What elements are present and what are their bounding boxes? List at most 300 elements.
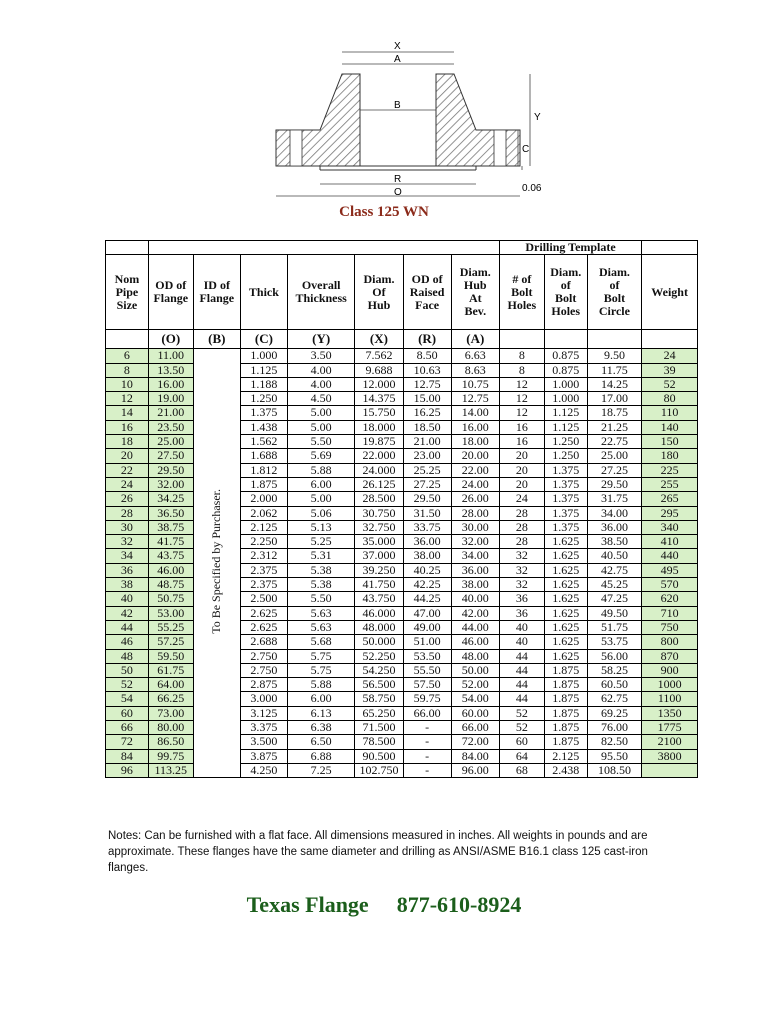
table-cell: 26 (106, 492, 149, 506)
table-cell: 44 (106, 620, 149, 634)
table-cell: 1.875 (544, 721, 587, 735)
table-cell: 16.25 (403, 406, 451, 420)
table-cell: 32 (499, 563, 544, 577)
table-cell: 4.00 (287, 377, 354, 391)
table-cell: 5.13 (287, 520, 354, 534)
cell-od-flange: 29.50 (148, 463, 193, 477)
table-cell: 44 (499, 649, 544, 663)
table-cell: 2.625 (240, 620, 287, 634)
table-cell: 5.06 (287, 506, 354, 520)
column-header-line: Bev. (464, 304, 487, 319)
table-cell: 22.00 (451, 463, 499, 477)
table-cell: 42 (106, 606, 149, 620)
column-header-line: Nom (114, 271, 140, 286)
table-cell: 38.00 (451, 578, 499, 592)
table-cell: 66.00 (403, 706, 451, 720)
table-cell: 5.38 (287, 563, 354, 577)
cell-od-flange: 48.75 (148, 578, 193, 592)
table-cell: 1.438 (240, 420, 287, 434)
table-cell: 19.875 (355, 435, 403, 449)
table-cell: 5.68 (287, 635, 354, 649)
table-cell: 84.00 (451, 749, 499, 763)
table-cell: 12.75 (451, 392, 499, 406)
table-cell: 37.000 (355, 549, 403, 563)
table-cell: 18 (106, 435, 149, 449)
table-cell: 40 (106, 592, 149, 606)
table-cell: 28 (499, 520, 544, 534)
table-body (106, 349, 698, 778)
cell-od-flange: 32.00 (148, 477, 193, 491)
table-cell: 24.000 (355, 463, 403, 477)
table-cell: 49.50 (587, 606, 642, 620)
table-cell: 2.312 (240, 549, 287, 563)
table-cell: 28 (499, 535, 544, 549)
column-header-line: Flange (199, 291, 235, 306)
table-cell: 23.00 (403, 449, 451, 463)
column-header-line: Bolt (555, 291, 577, 306)
table-cell: 6.13 (287, 706, 354, 720)
cell-od-flange: 21.00 (148, 406, 193, 420)
table-cell: 2.062 (240, 506, 287, 520)
table-cell: 27.25 (403, 477, 451, 491)
table-cell: 1.188 (240, 377, 287, 391)
table-cell: 2.688 (240, 635, 287, 649)
cell-od-flange: 80.00 (148, 721, 193, 735)
table-cell: 36.00 (587, 520, 642, 534)
table-cell: 66.00 (451, 721, 499, 735)
table-cell: 5.75 (287, 663, 354, 677)
column-letter: (R) (403, 330, 451, 349)
table-cell: 110 (642, 406, 698, 420)
table-cell: 1.250 (544, 435, 587, 449)
table-cell: 57.50 (403, 678, 451, 692)
table-cell: 2.438 (544, 763, 587, 777)
table-cell: 1.625 (544, 635, 587, 649)
table-cell: 5.50 (287, 592, 354, 606)
table-cell (642, 763, 698, 777)
table-cell: 18.50 (403, 420, 451, 434)
table-cell: 90.500 (355, 749, 403, 763)
table-cell: 1.125 (544, 406, 587, 420)
table-cell: 17.00 (587, 392, 642, 406)
table-cell: 6.88 (287, 749, 354, 763)
column-header-line: Size (116, 297, 138, 312)
table-cell: 42.25 (403, 578, 451, 592)
column-letter: (Y) (287, 330, 354, 349)
table-cell: 5.50 (287, 435, 354, 449)
table-cell: 5.00 (287, 420, 354, 434)
label-o: O (394, 187, 402, 198)
table-cell: 1.875 (544, 706, 587, 720)
header-blank-weight (642, 241, 698, 255)
table-cell: 9.50 (587, 349, 642, 363)
table-cell: 10 (106, 377, 149, 391)
table-cell: 60.50 (587, 678, 642, 692)
table-cell: 14 (106, 406, 149, 420)
table-cell: 20.00 (451, 449, 499, 463)
table-cell: 2.750 (240, 649, 287, 663)
column-header-line: Diam. (459, 265, 491, 280)
table-cell: 3.125 (240, 706, 287, 720)
table-cell: 29.50 (403, 492, 451, 506)
table-cell: 1.625 (544, 549, 587, 563)
flange-dimensions-table (105, 240, 698, 778)
table-cell: 60 (106, 706, 149, 720)
column-letter (106, 330, 149, 349)
table-cell: 38 (106, 578, 149, 592)
table-cell: 3.50 (287, 349, 354, 363)
table-cell: 95.50 (587, 749, 642, 763)
label-b: B (394, 100, 401, 111)
column-header-nom (106, 255, 149, 330)
column-letter-row (106, 330, 698, 349)
table-cell: 750 (642, 620, 698, 634)
table-cell: 46.00 (451, 635, 499, 649)
table-cell: 1.875 (544, 678, 587, 692)
table-cell: 20 (499, 463, 544, 477)
table-cell: 5.31 (287, 549, 354, 563)
table-cell: 870 (642, 649, 698, 663)
table-cell: 53.50 (403, 649, 451, 663)
table-cell: 16.00 (451, 420, 499, 434)
table-cell: 80 (642, 392, 698, 406)
table-cell: 30 (106, 520, 149, 534)
table-cell: 28.500 (355, 492, 403, 506)
table-cell: 8 (499, 349, 544, 363)
table-cell: 38.50 (587, 535, 642, 549)
table-cell: 21.25 (587, 420, 642, 434)
table-cell: 14.375 (355, 392, 403, 406)
table-cell: 4.50 (287, 392, 354, 406)
table-cell: 340 (642, 520, 698, 534)
label-r: R (394, 174, 402, 185)
table-cell: 56.500 (355, 678, 403, 692)
table-cell: 1.000 (544, 377, 587, 391)
table-cell: 39.250 (355, 563, 403, 577)
table-cell: 40.50 (587, 549, 642, 563)
table-cell: 1775 (642, 721, 698, 735)
table-cell: 36 (499, 592, 544, 606)
table-cell: 3.500 (240, 735, 287, 749)
table-cell: 34 (106, 549, 149, 563)
label-y: Y (534, 112, 541, 123)
column-header-line: of (609, 278, 620, 293)
table-cell: 11.75 (587, 363, 642, 377)
table-cell: 28 (499, 506, 544, 520)
table-cell: 50.000 (355, 635, 403, 649)
cell-od-flange: 73.00 (148, 706, 193, 720)
table-cell: 2100 (642, 735, 698, 749)
table-cell: 3.375 (240, 721, 287, 735)
flange-dimensions-table-wrapper (105, 240, 698, 778)
table-cell: 44.25 (403, 592, 451, 606)
table-cell: 1.625 (544, 606, 587, 620)
table-cell: 150 (642, 435, 698, 449)
table-cell: 2.250 (240, 535, 287, 549)
column-header-line: Thick (248, 284, 279, 299)
table-cell: 6.63 (451, 349, 499, 363)
table-cell: 5.00 (287, 492, 354, 506)
table-cell: 42.00 (451, 606, 499, 620)
table-row (106, 349, 698, 363)
table-cell: 40.25 (403, 563, 451, 577)
table-cell: 6 (106, 349, 149, 363)
table-cell: 2.000 (240, 492, 287, 506)
cell-od-flange: 25.00 (148, 435, 193, 449)
column-header-overall (287, 255, 354, 330)
cell-od-flange: 36.50 (148, 506, 193, 520)
table-cell: 18.75 (587, 406, 642, 420)
table-cell: 16 (499, 435, 544, 449)
cell-od-flange: 55.25 (148, 620, 193, 634)
table-cell: 64 (499, 749, 544, 763)
table-cell: 68 (499, 763, 544, 777)
table-cell: 34.00 (587, 506, 642, 520)
table-cell: 18.00 (451, 435, 499, 449)
table-cell: 5.69 (287, 449, 354, 463)
column-header-od-flange (148, 255, 193, 330)
table-cell: 24 (106, 477, 149, 491)
column-header-bolt-holes (499, 255, 544, 330)
table-cell: 26.00 (451, 492, 499, 506)
table-cell: 1350 (642, 706, 698, 720)
table-cell: 46.000 (355, 606, 403, 620)
table-cell: 22 (106, 463, 149, 477)
table-cell: 1.625 (544, 563, 587, 577)
table-cell: 96.00 (451, 763, 499, 777)
table-cell: 1.625 (544, 649, 587, 663)
column-header-line: Bolt (603, 291, 626, 306)
table-cell: 2.625 (240, 606, 287, 620)
table-cell: 32 (499, 578, 544, 592)
header-blank-span (148, 241, 499, 255)
table-cell: 25.00 (587, 449, 642, 463)
table-cell: 59.75 (403, 692, 451, 706)
column-letter (642, 330, 698, 349)
table-cell: 20 (499, 449, 544, 463)
table-cell: 21.00 (403, 435, 451, 449)
table-cell: 60.00 (451, 706, 499, 720)
table-cell: 255 (642, 477, 698, 491)
label-face-height: 0.06 (522, 183, 542, 194)
table-cell: 78.500 (355, 735, 403, 749)
cell-od-flange: 53.00 (148, 606, 193, 620)
table-cell: 48 (106, 649, 149, 663)
table-cell: 2.125 (240, 520, 287, 534)
table-cell: 495 (642, 563, 698, 577)
table-cell: 1.000 (544, 392, 587, 406)
table-cell: 31.50 (403, 506, 451, 520)
cell-od-flange: 16.00 (148, 377, 193, 391)
table-cell: 2.125 (544, 749, 587, 763)
column-header-line: Hub (367, 297, 391, 312)
table-cell: 38.00 (403, 549, 451, 563)
table-cell: 295 (642, 506, 698, 520)
table-cell: 265 (642, 492, 698, 506)
table-cell: 51.75 (587, 620, 642, 634)
table-cell: 43.750 (355, 592, 403, 606)
cell-od-flange: 66.25 (148, 692, 193, 706)
table-cell: 50 (106, 663, 149, 677)
table-cell: 1.688 (240, 449, 287, 463)
table-cell: 29.50 (587, 477, 642, 491)
table-cell: 24.00 (451, 477, 499, 491)
table-cell: 800 (642, 635, 698, 649)
table-cell: 2.750 (240, 663, 287, 677)
table-cell: 20 (499, 477, 544, 491)
column-header-diam-bolt-circle (587, 255, 642, 330)
table-cell: 1.125 (240, 363, 287, 377)
cell-od-flange: 34.25 (148, 492, 193, 506)
table-cell: 48.000 (355, 620, 403, 634)
table-cell: 1.250 (544, 449, 587, 463)
column-letter (587, 330, 642, 349)
cell-od-flange: 41.75 (148, 535, 193, 549)
table-cell: 47.00 (403, 606, 451, 620)
table-cell: 1.375 (544, 477, 587, 491)
table-cell: 1.812 (240, 463, 287, 477)
cell-od-flange: 27.50 (148, 449, 193, 463)
column-letter: (C) (240, 330, 287, 349)
table-cell: 30.750 (355, 506, 403, 520)
table-cell: 40 (499, 635, 544, 649)
table-cell: 12 (106, 392, 149, 406)
table-cell: 45.25 (587, 578, 642, 592)
table-cell: 5.38 (287, 578, 354, 592)
table-cell: 44 (499, 678, 544, 692)
cell-od-flange: 19.00 (148, 392, 193, 406)
table-cell: 44.00 (451, 620, 499, 634)
table-cell: 36 (106, 563, 149, 577)
column-header-line: Weight (651, 284, 688, 299)
table-cell: 71.500 (355, 721, 403, 735)
table-cell: 96 (106, 763, 149, 777)
header-drilling-template: Drilling Template (499, 241, 641, 255)
column-header-diam-hub-bev (451, 255, 499, 330)
table-cell: 1.375 (240, 406, 287, 420)
column-header-line: Diam. (550, 265, 582, 280)
table-cell: 1.375 (544, 492, 587, 506)
label-x: X (394, 41, 401, 52)
table-cell: 140 (642, 420, 698, 434)
table-cell: 27.25 (587, 463, 642, 477)
column-header-line: Holes (551, 304, 581, 319)
cell-od-flange: 99.75 (148, 749, 193, 763)
table-cell: 65.250 (355, 706, 403, 720)
header-blank-cell (106, 241, 149, 255)
cell-od-flange: 59.50 (148, 649, 193, 663)
column-letter (499, 330, 544, 349)
table-cell: 72.00 (451, 735, 499, 749)
table-cell: 54 (106, 692, 149, 706)
table-cell: 7.25 (287, 763, 354, 777)
table-cell: 3.000 (240, 692, 287, 706)
table-cell: 3.875 (240, 749, 287, 763)
column-header-diam-hub (355, 255, 403, 330)
table-cell: 31.75 (587, 492, 642, 506)
table-cell: 8 (106, 363, 149, 377)
table-cell: 1100 (642, 692, 698, 706)
column-letter (544, 330, 587, 349)
column-header-line: OD of (155, 278, 187, 293)
table-cell: 0.875 (544, 363, 587, 377)
table-cell: 42.75 (587, 563, 642, 577)
table-cell: 8.63 (451, 363, 499, 377)
table-cell: 28 (106, 506, 149, 520)
table-cell: 36.00 (451, 563, 499, 577)
table-cell: 5.88 (287, 678, 354, 692)
column-header-line: Circle (598, 304, 630, 319)
table-cell: 1.875 (544, 663, 587, 677)
label-c: C (522, 144, 530, 155)
column-header-line: ID of (203, 278, 230, 293)
table-cell: 15.00 (403, 392, 451, 406)
table-cell: 34.00 (451, 549, 499, 563)
column-header-line: Flange (153, 291, 189, 306)
table-cell: 58.25 (587, 663, 642, 677)
cell-od-flange: 46.00 (148, 563, 193, 577)
table-cell: 1.875 (544, 692, 587, 706)
table-cell: 41.750 (355, 578, 403, 592)
column-header-thick (240, 255, 287, 330)
table-cell: 9.688 (355, 363, 403, 377)
table-cell: 180 (642, 449, 698, 463)
table-cell: 410 (642, 535, 698, 549)
column-header-line: Raised (409, 284, 445, 299)
column-header-line: Holes (507, 297, 537, 312)
table-cell: 4.00 (287, 363, 354, 377)
table-cell: - (403, 749, 451, 763)
table-cell: 10.63 (403, 363, 451, 377)
table-cell: 1.625 (544, 578, 587, 592)
table-cell: 35.000 (355, 535, 403, 549)
column-letter: (A) (451, 330, 499, 349)
cell-od-flange: 57.25 (148, 635, 193, 649)
table-cell: 7.562 (355, 349, 403, 363)
table-cell: 5.63 (287, 620, 354, 634)
table-cell: 50.00 (451, 663, 499, 677)
column-header-line: Hub (463, 278, 487, 293)
id-flange-note-cell (193, 349, 240, 778)
table-cell: 12 (499, 377, 544, 391)
table-cell: 225 (642, 463, 698, 477)
table-cell: 900 (642, 663, 698, 677)
column-header-weight (642, 255, 698, 330)
table-cell: 1.375 (544, 520, 587, 534)
table-cell: 1.000 (240, 349, 287, 363)
column-header-line: of (560, 278, 571, 293)
table-cell: 76.00 (587, 721, 642, 735)
table-cell: 6.00 (287, 477, 354, 491)
table-cell: - (403, 721, 451, 735)
id-flange-note: To Be Specified by Purchaser. (209, 489, 224, 634)
table-cell: 48.00 (451, 649, 499, 663)
table-cell: 16 (499, 420, 544, 434)
table-cell: 2.500 (240, 592, 287, 606)
table-cell: 20 (106, 449, 149, 463)
table-cell: - (403, 763, 451, 777)
column-letter: (X) (355, 330, 403, 349)
table-cell: 22.75 (587, 435, 642, 449)
table-cell: 32 (106, 535, 149, 549)
table-cell: 30.00 (451, 520, 499, 534)
table-cell: 52.00 (451, 678, 499, 692)
cell-od-flange: 13.50 (148, 363, 193, 377)
cell-od-flange: 86.50 (148, 735, 193, 749)
table-cell: 32.750 (355, 520, 403, 534)
cell-od-flange: 11.00 (148, 349, 193, 363)
table-cell: 36 (499, 606, 544, 620)
